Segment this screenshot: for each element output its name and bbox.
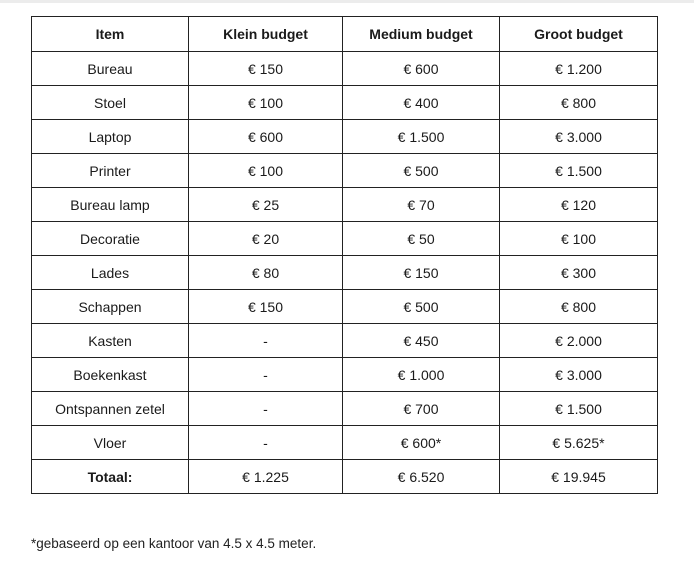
cell-groot: € 1.500: [500, 154, 658, 188]
cell-groot: € 120: [500, 188, 658, 222]
table-row: [32, 290, 658, 324]
cell-groot: € 800: [500, 86, 658, 120]
cell-klein: -: [189, 324, 343, 358]
table-row: [32, 52, 658, 86]
header-item: Item: [32, 17, 189, 52]
table-row: [32, 120, 658, 154]
cell-klein: -: [189, 426, 343, 460]
cell-klein: -: [189, 358, 343, 392]
cell-klein: € 150: [189, 290, 343, 324]
total-medium: € 6.520: [343, 460, 500, 494]
cell-item: Boekenkast: [32, 358, 189, 392]
cell-groot: € 3.000: [500, 120, 658, 154]
total-row: [32, 460, 658, 494]
cell-klein: € 80: [189, 256, 343, 290]
cell-klein: € 600: [189, 120, 343, 154]
cell-item: Stoel: [32, 86, 189, 120]
table-row: [32, 358, 658, 392]
header-row: [32, 17, 658, 52]
cell-medium: € 500: [343, 154, 500, 188]
table-row: [32, 426, 658, 460]
cell-item: Printer: [32, 154, 189, 188]
cell-item: Bureau lamp: [32, 188, 189, 222]
cell-medium: € 150: [343, 256, 500, 290]
cell-medium: € 1.500: [343, 120, 500, 154]
cell-item: Ontspannen zetel: [32, 392, 189, 426]
cell-medium: € 450: [343, 324, 500, 358]
cell-klein: € 100: [189, 86, 343, 120]
cell-medium: € 600: [343, 52, 500, 86]
cell-klein: € 150: [189, 52, 343, 86]
cell-groot: € 100: [500, 222, 658, 256]
table-row: [32, 256, 658, 290]
table-row: [32, 154, 658, 188]
cell-groot: € 2.000: [500, 324, 658, 358]
table-row: [32, 188, 658, 222]
cell-groot: € 5.625*: [500, 426, 658, 460]
header-medium-budget: Medium budget: [343, 17, 500, 52]
cell-item: Schappen: [32, 290, 189, 324]
cell-groot: € 1.200: [500, 52, 658, 86]
cell-medium: € 700: [343, 392, 500, 426]
cell-groot: € 3.000: [500, 358, 658, 392]
cell-medium: € 70: [343, 188, 500, 222]
header-klein-budget: Klein budget: [189, 17, 343, 52]
table-row: [32, 222, 658, 256]
footnote: *gebaseerd op een kantoor van 4.5 x 4.5 meter.: [31, 536, 317, 551]
cell-klein: € 25: [189, 188, 343, 222]
table-row: [32, 324, 658, 358]
cell-medium: € 600*: [343, 426, 500, 460]
cell-medium: € 1.000: [343, 358, 500, 392]
cell-groot: € 300: [500, 256, 658, 290]
header-groot-budget: Groot budget: [500, 17, 658, 52]
top-divider: [0, 0, 694, 3]
cell-item: Laptop: [32, 120, 189, 154]
total-groot: € 19.945: [500, 460, 658, 494]
table-row: [32, 392, 658, 426]
cell-groot: € 1.500: [500, 392, 658, 426]
cell-medium: € 50: [343, 222, 500, 256]
cell-klein: € 20: [189, 222, 343, 256]
cell-medium: € 400: [343, 86, 500, 120]
cell-item: Bureau: [32, 52, 189, 86]
cell-item: Kasten: [32, 324, 189, 358]
cell-item: Vloer: [32, 426, 189, 460]
budget-table: [31, 16, 658, 494]
cell-groot: € 800: [500, 290, 658, 324]
cell-klein: -: [189, 392, 343, 426]
cell-item: Decoratie: [32, 222, 189, 256]
total-label: Totaal:: [32, 460, 189, 494]
total-klein: € 1.225: [189, 460, 343, 494]
cell-medium: € 500: [343, 290, 500, 324]
cell-item: Lades: [32, 256, 189, 290]
cell-klein: € 100: [189, 154, 343, 188]
table-row: [32, 86, 658, 120]
